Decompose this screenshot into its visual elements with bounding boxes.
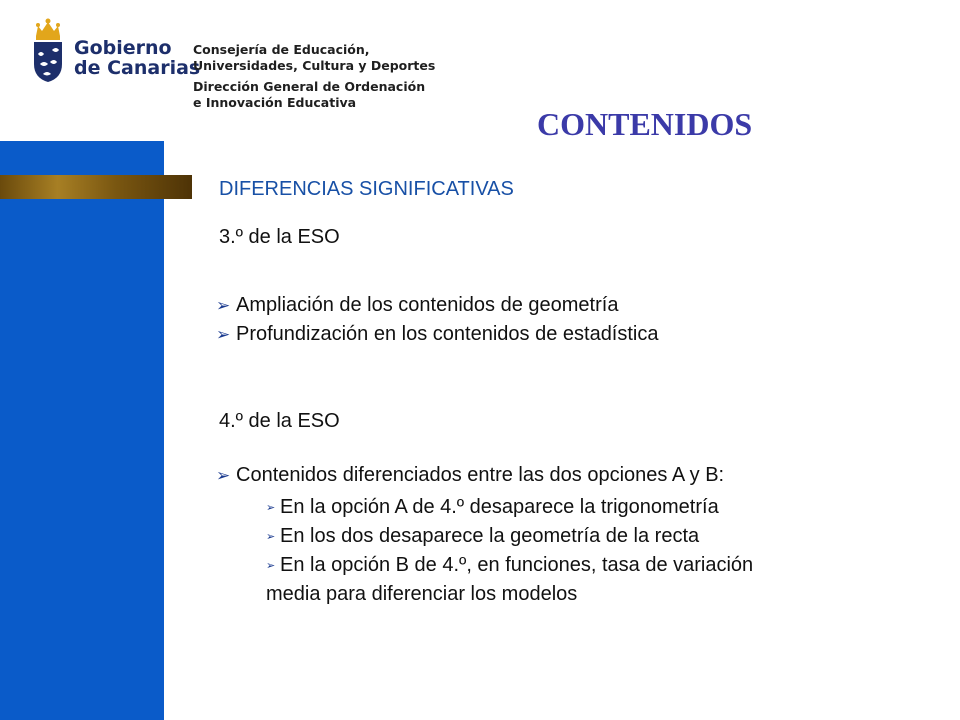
section3-item-2 [216,323,659,346]
arrow-bullet-icon: ➢ [266,502,276,514]
section4-heading: 4.º de la ESO [219,410,340,432]
section3-item-1-text: Ampliación de los contenidos de geometría [236,294,619,316]
arrow-bullet-icon: ➢ [266,531,276,543]
section4-subitem-2-text: En los dos desaparece la geometría de la recta [280,525,700,547]
logo-name [74,38,200,78]
section3-item-2-text: Profundización en los contenidos de estadística [236,323,659,345]
dept-line-4: e Innovación Educativa [193,95,357,110]
arrow-bullet-icon: ➢ [216,466,231,485]
section4-subitem-2 [266,525,699,548]
arrow-bullet-icon: ➢ [266,560,276,572]
canarias-crest-icon [28,14,68,84]
arrow-bullet-icon: ➢ [216,296,231,315]
section3-item-1 [216,294,618,317]
arrow-bullet-icon: ➢ [216,325,231,344]
logo-name-line1: Gobierno [74,37,172,59]
section4-subitem-3 [266,554,753,577]
gold-accent-bar [0,175,192,199]
dept-line-1: Consejería de Educación, [193,42,370,57]
dept-line-3: Dirección General de Ordenación [193,79,426,94]
section4-subitem-3-continuation: media para diferenciar los modelos [266,583,578,605]
section4-subitem-1-text: En la opción A de 4.º desaparece la trigonometría [280,496,719,518]
logo-name-line2: de Canarias [74,57,201,79]
section4-item-text: Contenidos diferenciados entre las dos opciones A y B: [236,464,725,486]
section3-heading: 3.º de la ESO [219,226,340,248]
slide-title: CONTENIDOS [537,106,753,142]
section4-subitem-1 [266,496,719,519]
slide-subtitle: DIFERENCIAS SIGNIFICATIVAS [219,178,514,200]
dept-line-2: Universidades, Cultura y Deportes [193,58,436,73]
department-info [193,42,435,111]
section4-subitem-3-text: En la opción B de 4.º, en funciones, tasa de variación [280,554,754,576]
sidebar-blue-bar [0,141,164,720]
section4-item [216,464,724,487]
